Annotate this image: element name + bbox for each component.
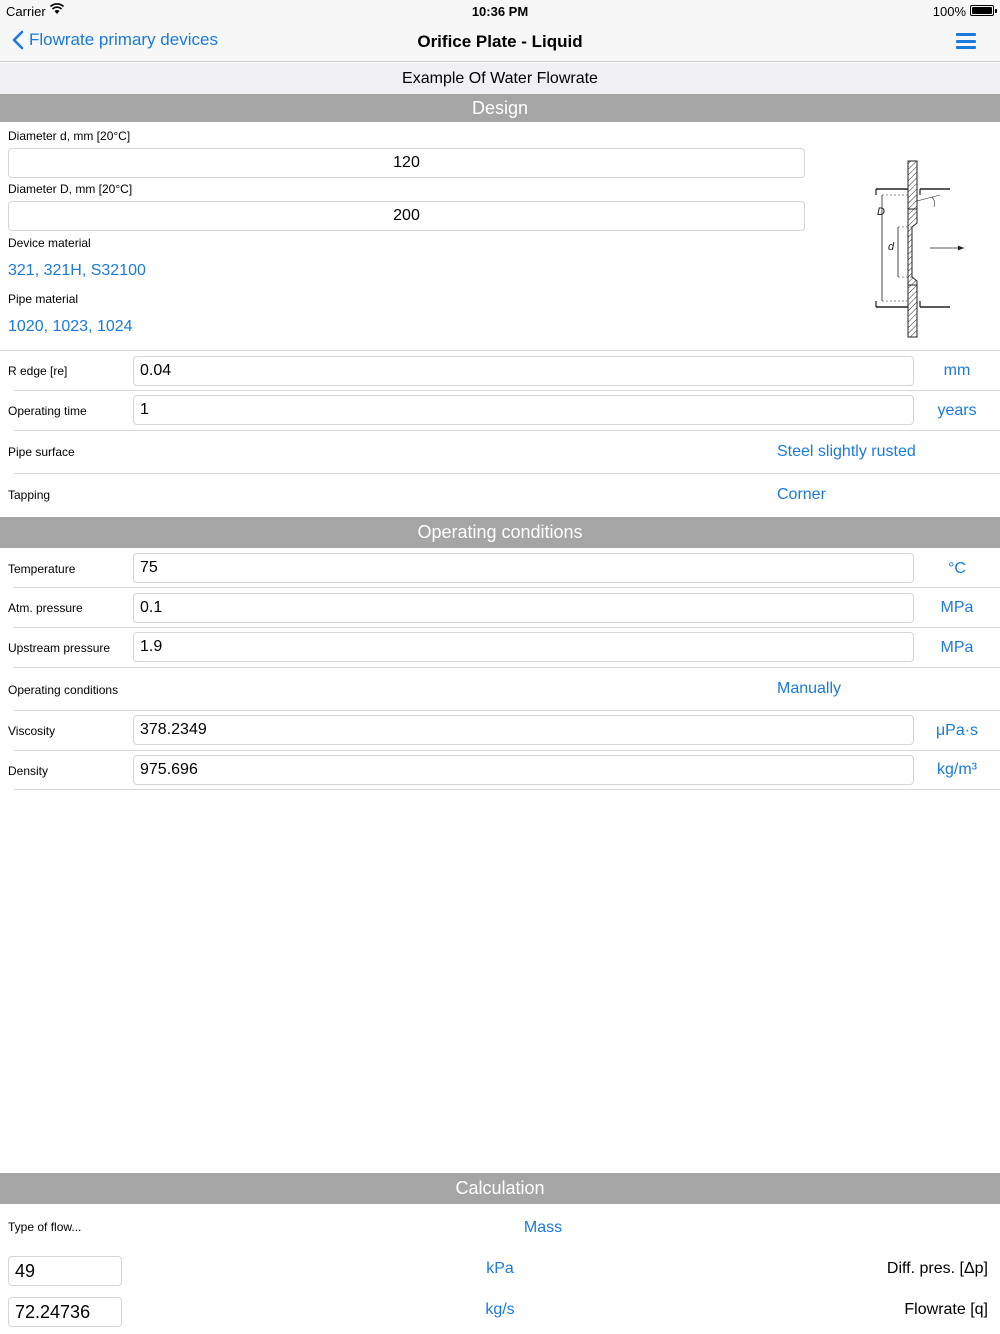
battery-percent: 100% bbox=[932, 4, 966, 19]
atm-pressure-input[interactable]: 0.1 bbox=[133, 593, 914, 623]
r-edge-label: R edge [re] bbox=[8, 364, 68, 378]
section-header-calculation: Calculation bbox=[0, 1173, 1000, 1204]
device-material-label: Device material bbox=[8, 236, 91, 250]
temperature-input[interactable]: 75 bbox=[133, 553, 914, 583]
diameter-d-label: Diameter d, mm [20°C] bbox=[8, 129, 131, 143]
operating-time-unit[interactable]: years bbox=[937, 402, 977, 419]
pipe-surface-row[interactable] bbox=[0, 431, 1000, 473]
flowrate-label: Flowrate [q] bbox=[904, 1301, 988, 1318]
chevron-left-icon bbox=[12, 30, 24, 50]
tapping-label: Tapping bbox=[8, 488, 51, 502]
viscosity-unit[interactable]: μPa·s bbox=[935, 722, 979, 739]
example-title: Example Of Water Flowrate bbox=[0, 63, 1000, 94]
density-input[interactable]: 975.696 bbox=[133, 755, 914, 785]
diff-pressure-input[interactable]: 49 bbox=[8, 1256, 122, 1286]
upstream-pressure-unit[interactable]: MPa bbox=[940, 639, 974, 656]
type-of-flow-selector[interactable]: Mass bbox=[523, 1219, 563, 1236]
diff-pressure-label: Diff. pres. [Δp] bbox=[886, 1260, 988, 1277]
device-material-selector[interactable]: 321, 321H, S32100 bbox=[8, 262, 146, 279]
hamburger-menu-icon[interactable] bbox=[956, 33, 976, 49]
operating-conditions-selector[interactable]: Manually bbox=[777, 680, 842, 697]
flowrate-unit[interactable]: kg/s bbox=[485, 1301, 515, 1318]
temperature-unit[interactable]: °C bbox=[948, 560, 966, 577]
diff-pressure-unit[interactable]: kPa bbox=[486, 1260, 514, 1277]
page-title: Orifice Plate - Liquid bbox=[417, 32, 583, 51]
pipe-material-label: Pipe material bbox=[8, 292, 79, 306]
pipe-surface-selector[interactable]: Steel slightly rusted bbox=[777, 443, 916, 460]
back-button[interactable] bbox=[12, 30, 218, 50]
operating-time-label: Operating time bbox=[8, 404, 87, 418]
section-header-design: Design bbox=[0, 94, 1000, 122]
upstream-pressure-row bbox=[0, 628, 1000, 667]
upstream-pressure-label: Upstream pressure bbox=[8, 641, 111, 655]
density-label: Density bbox=[8, 764, 49, 778]
operating-conditions-row[interactable] bbox=[0, 668, 1000, 710]
pipe-surface-label: Pipe surface bbox=[8, 445, 75, 459]
atm-pressure-row bbox=[0, 588, 1000, 627]
pipe-material-selector[interactable]: 1020, 1023, 1024 bbox=[8, 318, 133, 335]
status-bar bbox=[0, 0, 1000, 22]
temperature-row bbox=[0, 549, 1000, 587]
battery-icon bbox=[970, 5, 994, 16]
operating-time-row bbox=[0, 391, 1000, 430]
temperature-label: Temperature bbox=[8, 562, 76, 576]
diameter-d-input[interactable]: 120 bbox=[8, 148, 805, 178]
diagram-label-d: d bbox=[888, 241, 895, 253]
operating-conditions-label: Operating conditions bbox=[8, 683, 119, 697]
orifice-plate-diagram bbox=[860, 155, 970, 345]
diameter-D-input[interactable]: 200 bbox=[8, 201, 805, 231]
r-edge-input[interactable]: 0.04 bbox=[133, 356, 914, 386]
viscosity-label: Viscosity bbox=[8, 724, 56, 738]
section-header-operating-conditions: Operating conditions bbox=[0, 517, 1000, 548]
diameter-D-label: Diameter D, mm [20°C] bbox=[8, 182, 133, 196]
diagram-label-D: D bbox=[877, 206, 885, 218]
viscosity-input[interactable]: 378.2349 bbox=[133, 715, 914, 745]
r-edge-row bbox=[0, 352, 1000, 390]
atm-pressure-label: Atm. pressure bbox=[8, 601, 83, 615]
tapping-selector[interactable]: Corner bbox=[777, 486, 826, 503]
flowrate-input[interactable]: 72.24736 bbox=[8, 1297, 122, 1327]
atm-pressure-unit[interactable]: MPa bbox=[940, 599, 974, 616]
divider bbox=[14, 789, 1000, 790]
carrier-label: Carrier bbox=[6, 4, 46, 19]
tapping-row[interactable] bbox=[0, 474, 1000, 517]
clock: 10:36 PM bbox=[471, 4, 529, 19]
operating-time-input[interactable]: 1 bbox=[133, 395, 914, 425]
type-of-flow-label: Type of flow... bbox=[8, 1220, 82, 1234]
r-edge-unit[interactable]: mm bbox=[943, 362, 971, 379]
density-row bbox=[0, 751, 1000, 789]
density-unit[interactable]: kg/m³ bbox=[937, 761, 977, 778]
upstream-pressure-input[interactable]: 1.9 bbox=[133, 632, 914, 662]
navigation-bar bbox=[0, 22, 1000, 62]
viscosity-row bbox=[0, 711, 1000, 750]
back-button-label: Flowrate primary devices bbox=[29, 30, 218, 49]
divider bbox=[0, 350, 1000, 351]
